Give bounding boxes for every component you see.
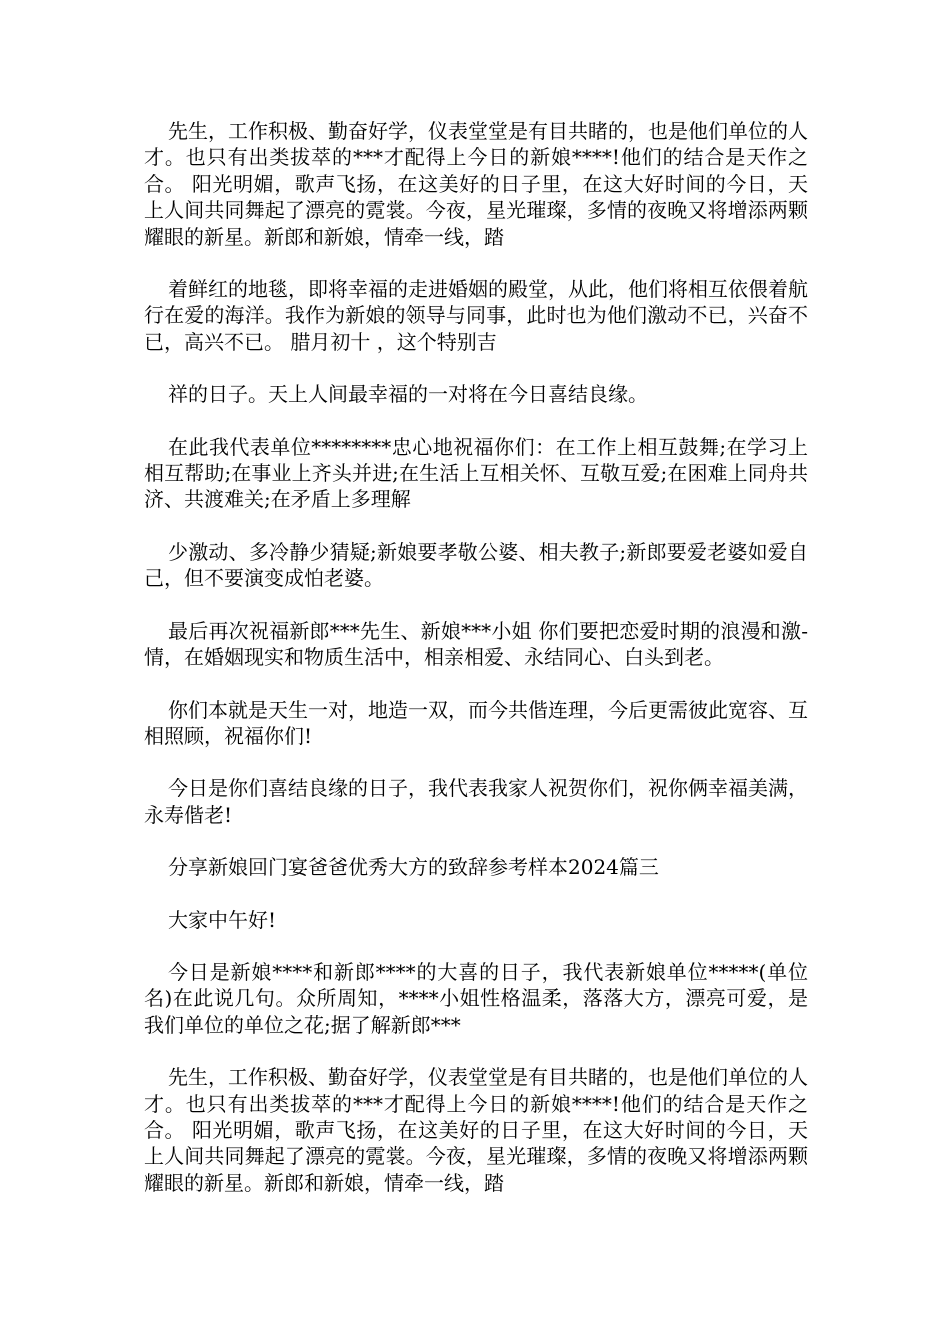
- paragraph-1: 先生，工作积极、勤奋好学，仪表堂堂是有目共睹的，也是他们单位的人才。也只有出类拔萃的***才配得上今日的新娘****!他们的结合是天作之合。 阳光明媚，歌声飞扬，在这美好的日子里，在这大好时间的今日，天上人间共同舞起了漂亮的霓裳。今夜，星光璀璨，多情的夜晚又将增添两颗耀眼的新星。新郎和新娘，情牵一线，踏: [144, 119, 808, 249]
- paragraph-4: 在此我代表单位********忠心地祝福你们：在工作上相互鼓舞;在学习上相互帮助;在事业上齐头并进;在生活上互相关怀、互敬互爱;在困难上同舟共济、共渡难关;在矛盾上多理解: [144, 434, 808, 512]
- paragraph-8: 今日是你们喜结良缘的日子，我代表我家人祝贺你们，祝你俩幸福美满，永寿偕老!: [144, 776, 808, 827]
- section-heading: 分享新娘回门宴爸爸优秀大方的致辞参考样本2024篇三: [168, 855, 659, 880]
- paragraph-12: 先生，工作积极、勤奋好学，仪表堂堂是有目共睹的，也是他们单位的人才。也只有出类拔萃的***才配得上今日的新娘****!他们的结合是天作之合。 阳光明媚，歌声飞扬，在这美好的日子里，在这大好时间的今日，天上人间共同舞起了漂亮的霓裳。今夜，星光璀璨，多情的夜晚又将增添两颗耀眼的新星。新郎和新娘，情牵一线，踏: [144, 1065, 808, 1195]
- paragraph-2: 着鲜红的地毯，即将幸福的走进婚姻的殿堂，从此，他们将相互依偎着航行在爱的海洋。我作为新娘的领导与同事，此时也为他们激动不已，兴奋不已，高兴不已。 腊月初十 ，这个特别吉: [144, 277, 808, 354]
- paragraph-3: 祥的日子。天上人间最幸福的一对将在今日喜结良缘。: [168, 382, 648, 407]
- document-page: [144, 118, 808, 1222]
- paragraph-11: 今日是新娘****和新郎****的大喜的日子，我代表新娘单位*****(单位名)在此说几句。众所周知，****小姐性格温柔，落落大方，漂亮可爱，是我们单位的单位之花;据了解新郎***: [144, 959, 808, 1037]
- paragraph-6: 最后再次祝福新郎***先生、新娘***小姐 你们要把恋爱时期的浪漫和激-情，在婚姻现实和物质生活中，相亲相爱、永结同心、白头到老。: [144, 618, 808, 670]
- greeting: 大家中午好!: [168, 907, 277, 932]
- paragraph-5: 少激动、多冷静少猜疑;新娘要孝敬公婆、相夫教子;新郎要爱老婆如爱自己，但不要演变成怕老婆。: [144, 539, 808, 591]
- paragraph-7: 你们本就是天生一对，地造一双，而今共偕连理，今后更需彼此宽容、互相照顾，祝福你们!: [144, 697, 808, 748]
